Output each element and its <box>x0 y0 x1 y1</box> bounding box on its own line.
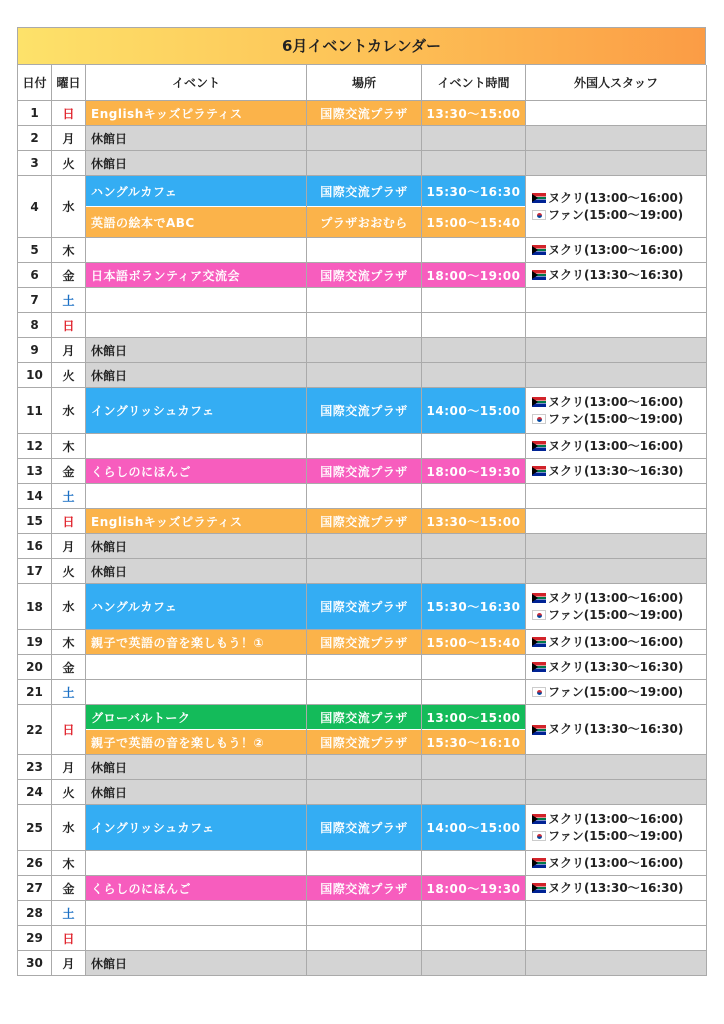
time-cell <box>422 101 526 126</box>
time-cell <box>422 655 526 680</box>
date-cell: 5 <box>18 238 52 263</box>
event-name: 日本語ボランティア交流会 <box>86 263 306 287</box>
event-cell <box>86 238 307 263</box>
date-cell: 14 <box>18 484 52 509</box>
staff-text: ヌクリ(13:00～16:00) <box>548 394 684 409</box>
staff-entry <box>532 634 683 651</box>
staff-entry <box>532 721 683 738</box>
staff-cell <box>526 151 707 176</box>
time-cell <box>422 705 526 755</box>
weekday-cell: 日 <box>52 313 86 338</box>
weekday-cell: 火 <box>52 559 86 584</box>
event-cell <box>86 876 307 901</box>
staff-cell <box>526 388 707 434</box>
event-name: くらしのにほんご <box>86 459 306 483</box>
event-time: 15:00～15:40 <box>422 630 525 654</box>
header-event: イベント <box>86 65 307 101</box>
event-cell <box>86 388 307 434</box>
staff-cell <box>526 363 707 388</box>
south-africa-flag-icon <box>532 270 546 280</box>
event-cell <box>86 101 307 126</box>
weekday-cell: 火 <box>52 363 86 388</box>
weekday-cell: 水 <box>52 176 86 238</box>
date-cell: 16 <box>18 534 52 559</box>
weekday-cell: 月 <box>52 755 86 780</box>
time-cell <box>422 951 526 976</box>
date-cell: 2 <box>18 126 52 151</box>
south-africa-flag-icon <box>532 593 546 603</box>
south-africa-flag-icon <box>532 441 546 451</box>
south-africa-flag-icon <box>532 814 546 824</box>
event-cell <box>86 559 307 584</box>
event-time: 13:30～15:00 <box>422 509 525 533</box>
time-cell <box>422 559 526 584</box>
date-cell: 18 <box>18 584 52 630</box>
time-cell <box>422 338 526 363</box>
event-place: 国際交流プラザ <box>307 176 421 206</box>
event-cell <box>86 313 307 338</box>
time-cell <box>422 509 526 534</box>
staff-text: ヌクリ(13:00～16:00) <box>548 438 684 453</box>
place-cell <box>307 534 422 559</box>
place-cell <box>307 363 422 388</box>
staff-text: ヌクリ(13:30～16:30) <box>548 463 684 478</box>
closed-label: 休館日 <box>91 156 128 171</box>
event-place: 国際交流プラザ <box>307 459 421 483</box>
event-name: グローバルトーク <box>86 705 306 729</box>
date-cell: 24 <box>18 780 52 805</box>
time-cell <box>422 288 526 313</box>
date-cell: 25 <box>18 805 52 851</box>
date-cell: 26 <box>18 851 52 876</box>
staff-text: ファン(15:00～19:00) <box>548 411 684 426</box>
place-cell <box>307 780 422 805</box>
place-cell <box>307 655 422 680</box>
event-cell <box>86 584 307 630</box>
date-cell: 28 <box>18 901 52 926</box>
staff-entry <box>532 411 683 428</box>
event-time: 18:00～19:30 <box>422 876 525 900</box>
place-cell <box>307 151 422 176</box>
staff-cell <box>526 805 707 851</box>
weekday-cell: 月 <box>52 126 86 151</box>
date-cell: 22 <box>18 705 52 755</box>
event-time: 15:30～16:30 <box>422 584 525 629</box>
header-date: 日付 <box>18 65 52 101</box>
place-cell <box>307 755 422 780</box>
staff-cell <box>526 313 707 338</box>
date-cell: 12 <box>18 434 52 459</box>
place-cell <box>307 559 422 584</box>
event-cell <box>86 926 307 951</box>
weekday-cell: 月 <box>52 534 86 559</box>
weekday-cell: 土 <box>52 901 86 926</box>
time-cell <box>422 534 526 559</box>
weekday-cell: 火 <box>52 151 86 176</box>
place-cell <box>307 951 422 976</box>
korea-flag-icon <box>532 687 546 697</box>
staff-cell <box>526 851 707 876</box>
event-name: ハングルカフェ <box>86 176 306 206</box>
weekday-cell: 月 <box>52 338 86 363</box>
event-time: 15:30～16:30 <box>422 176 525 206</box>
event-cell <box>86 951 307 976</box>
event-cell <box>86 176 307 238</box>
date-cell: 13 <box>18 459 52 484</box>
weekday-cell: 金 <box>52 263 86 288</box>
closed-label: 休館日 <box>91 564 128 579</box>
time-cell <box>422 851 526 876</box>
date-cell: 4 <box>18 176 52 238</box>
event-time: 18:00～19:30 <box>422 459 525 483</box>
place-cell <box>307 263 422 288</box>
date-cell: 10 <box>18 363 52 388</box>
calendar-grid <box>17 64 706 976</box>
event-cell <box>86 509 307 534</box>
staff-text: ヌクリ(13:00～16:00) <box>548 811 684 826</box>
date-cell: 30 <box>18 951 52 976</box>
event-cell <box>86 263 307 288</box>
event-place: 国際交流プラザ <box>307 876 421 900</box>
south-africa-flag-icon <box>532 193 546 203</box>
place-cell <box>307 851 422 876</box>
weekday-cell: 土 <box>52 484 86 509</box>
closed-label: 休館日 <box>91 956 128 971</box>
place-cell <box>307 926 422 951</box>
time-cell <box>422 926 526 951</box>
time-cell <box>422 151 526 176</box>
date-cell: 7 <box>18 288 52 313</box>
place-cell <box>307 805 422 851</box>
event-name: Englishキッズピラティス <box>86 101 306 125</box>
staff-cell <box>526 680 707 705</box>
south-africa-flag-icon <box>532 637 546 647</box>
korea-flag-icon <box>532 414 546 424</box>
staff-cell <box>526 630 707 655</box>
closed-label: 休館日 <box>91 343 128 358</box>
place-cell <box>307 388 422 434</box>
korea-flag-icon <box>532 831 546 841</box>
staff-cell <box>526 126 707 151</box>
staff-text: ヌクリ(13:30～16:30) <box>548 722 684 736</box>
weekday-cell: 水 <box>52 805 86 851</box>
staff-text: ヌクリ(13:00～16:00) <box>548 190 684 205</box>
staff-cell <box>526 655 707 680</box>
staff-text: ヌクリ(13:30～16:30) <box>548 659 684 674</box>
staff-entry <box>532 207 683 224</box>
staff-text: ヌクリ(13:00～16:00) <box>548 242 684 257</box>
place-cell <box>307 680 422 705</box>
closed-label: 休館日 <box>91 539 128 554</box>
south-africa-flag-icon <box>532 725 546 735</box>
time-cell <box>422 876 526 901</box>
weekday-cell: 金 <box>52 876 86 901</box>
staff-entry <box>532 590 683 607</box>
event-name: Englishキッズピラティス <box>86 509 306 533</box>
time-cell <box>422 459 526 484</box>
time-cell <box>422 313 526 338</box>
staff-text: ヌクリ(13:00～16:00) <box>548 590 684 605</box>
event-cell <box>86 705 307 755</box>
event-place: 国際交流プラザ <box>307 388 421 433</box>
event-time: 18:00～19:00 <box>422 263 525 287</box>
staff-cell <box>526 926 707 951</box>
event-cell <box>86 534 307 559</box>
place-cell <box>307 509 422 534</box>
closed-label: 休館日 <box>91 368 128 383</box>
date-cell: 20 <box>18 655 52 680</box>
staff-entry <box>532 855 683 872</box>
time-cell <box>422 680 526 705</box>
staff-entry <box>532 607 683 624</box>
staff-text: ヌクリ(13:30～16:30) <box>548 267 684 282</box>
korea-flag-icon <box>532 610 546 620</box>
event-place: 国際交流プラザ <box>307 584 421 629</box>
time-cell <box>422 434 526 459</box>
south-africa-flag-icon <box>532 858 546 868</box>
event-calendar <box>17 27 706 976</box>
event-cell <box>86 680 307 705</box>
staff-entry <box>532 463 683 480</box>
place-cell <box>307 238 422 263</box>
event-cell <box>86 363 307 388</box>
south-africa-flag-icon <box>532 397 546 407</box>
event-name: くらしのにほんご <box>86 876 306 900</box>
place-cell <box>307 101 422 126</box>
south-africa-flag-icon <box>532 662 546 672</box>
south-africa-flag-icon <box>532 883 546 893</box>
weekday-cell: 木 <box>52 434 86 459</box>
header-time: イベント時間 <box>422 65 526 101</box>
time-cell <box>422 363 526 388</box>
event-place: 国際交流プラザ <box>307 805 421 850</box>
place-cell <box>307 434 422 459</box>
place-cell <box>307 338 422 363</box>
staff-cell <box>526 101 707 126</box>
staff-entry <box>532 684 683 701</box>
event-cell <box>86 901 307 926</box>
event-place: 国際交流プラザ <box>307 705 421 729</box>
staff-entry <box>532 880 683 897</box>
weekday-cell: 日 <box>52 926 86 951</box>
date-cell: 6 <box>18 263 52 288</box>
staff-entry <box>532 190 683 207</box>
staff-cell <box>526 459 707 484</box>
event-time: 15:00～15:40 <box>422 206 525 237</box>
time-cell <box>422 388 526 434</box>
event-time: 13:00～15:00 <box>422 705 525 729</box>
time-cell <box>422 263 526 288</box>
weekday-cell: 水 <box>52 584 86 630</box>
staff-cell <box>526 176 707 238</box>
weekday-cell: 金 <box>52 459 86 484</box>
staff-text: ファン(15:00～19:00) <box>548 207 684 222</box>
event-place: プラザおおむら <box>307 206 421 237</box>
staff-cell <box>526 238 707 263</box>
weekday-cell: 土 <box>52 680 86 705</box>
event-place: 国際交流プラザ <box>307 630 421 654</box>
event-cell <box>86 484 307 509</box>
event-cell <box>86 126 307 151</box>
date-cell: 17 <box>18 559 52 584</box>
time-cell <box>422 780 526 805</box>
weekday-cell: 金 <box>52 655 86 680</box>
staff-cell <box>526 901 707 926</box>
event-cell <box>86 151 307 176</box>
staff-cell <box>526 705 707 755</box>
staff-cell <box>526 780 707 805</box>
date-cell: 3 <box>18 151 52 176</box>
event-time: 13:30～15:00 <box>422 101 525 125</box>
weekday-cell: 日 <box>52 509 86 534</box>
date-cell: 27 <box>18 876 52 901</box>
weekday-cell: 土 <box>52 288 86 313</box>
header-staff: 外国人スタッフ <box>526 65 707 101</box>
staff-text: ヌクリ(13:00～16:00) <box>548 855 684 870</box>
place-cell <box>307 630 422 655</box>
staff-entry <box>532 438 683 455</box>
date-cell: 15 <box>18 509 52 534</box>
event-cell <box>86 755 307 780</box>
event-name: イングリッシュカフェ <box>86 388 306 433</box>
weekday-cell: 木 <box>52 238 86 263</box>
place-cell <box>307 901 422 926</box>
calendar-title: 6月イベントカレンダー <box>17 27 706 64</box>
south-africa-flag-icon <box>532 245 546 255</box>
date-cell: 23 <box>18 755 52 780</box>
staff-cell <box>526 584 707 630</box>
staff-text: ファン(15:00～19:00) <box>548 607 684 622</box>
header-weekday: 曜日 <box>52 65 86 101</box>
closed-label: 休館日 <box>91 785 128 800</box>
staff-entry <box>532 659 683 676</box>
place-cell <box>307 126 422 151</box>
event-name: ハングルカフェ <box>86 584 306 629</box>
place-cell <box>307 484 422 509</box>
staff-entry <box>532 394 683 411</box>
staff-text: ファン(15:00～19:00) <box>548 828 684 843</box>
event-cell <box>86 434 307 459</box>
staff-entry <box>532 811 683 828</box>
event-cell <box>86 338 307 363</box>
date-cell: 19 <box>18 630 52 655</box>
event-name: 親子で英語の音を楽しもう！① <box>86 630 306 654</box>
time-cell <box>422 126 526 151</box>
time-cell <box>422 584 526 630</box>
closed-label: 休館日 <box>91 760 128 775</box>
event-place: 国際交流プラザ <box>307 509 421 533</box>
time-cell <box>422 176 526 238</box>
staff-cell <box>526 876 707 901</box>
time-cell <box>422 901 526 926</box>
weekday-cell: 火 <box>52 780 86 805</box>
event-time: 14:00～15:00 <box>422 388 525 433</box>
place-cell <box>307 459 422 484</box>
place-cell <box>307 584 422 630</box>
event-place: 国際交流プラザ <box>307 729 421 754</box>
event-name: 親子で英語の音を楽しもう！② <box>86 729 306 754</box>
weekday-cell: 日 <box>52 101 86 126</box>
weekday-cell: 水 <box>52 388 86 434</box>
date-cell: 8 <box>18 313 52 338</box>
event-time: 14:00～15:00 <box>422 805 525 850</box>
time-cell <box>422 805 526 851</box>
staff-text: ヌクリ(13:30～16:30) <box>548 880 684 895</box>
staff-entry <box>532 242 683 259</box>
south-africa-flag-icon <box>532 466 546 476</box>
staff-entry <box>532 267 683 284</box>
staff-text: ファン(15:00～19:00) <box>548 684 684 699</box>
staff-cell <box>526 288 707 313</box>
date-cell: 1 <box>18 101 52 126</box>
place-cell <box>307 288 422 313</box>
staff-cell <box>526 534 707 559</box>
date-cell: 11 <box>18 388 52 434</box>
date-cell: 21 <box>18 680 52 705</box>
staff-cell <box>526 484 707 509</box>
staff-cell <box>526 755 707 780</box>
event-cell <box>86 780 307 805</box>
staff-cell <box>526 263 707 288</box>
event-name: 英語の絵本でABC <box>86 206 306 237</box>
event-cell <box>86 851 307 876</box>
weekday-cell: 月 <box>52 951 86 976</box>
staff-cell <box>526 559 707 584</box>
place-cell <box>307 176 422 238</box>
time-cell <box>422 755 526 780</box>
staff-cell <box>526 509 707 534</box>
date-cell: 29 <box>18 926 52 951</box>
event-time: 15:30～16:10 <box>422 729 525 754</box>
time-cell <box>422 630 526 655</box>
closed-label: 休館日 <box>91 131 128 146</box>
event-place: 国際交流プラザ <box>307 101 421 125</box>
header-place: 場所 <box>307 65 422 101</box>
place-cell <box>307 876 422 901</box>
event-cell <box>86 655 307 680</box>
event-cell <box>86 288 307 313</box>
korea-flag-icon <box>532 210 546 220</box>
event-name: イングリッシュカフェ <box>86 805 306 850</box>
time-cell <box>422 484 526 509</box>
time-cell <box>422 238 526 263</box>
staff-cell <box>526 338 707 363</box>
staff-cell <box>526 951 707 976</box>
staff-cell <box>526 434 707 459</box>
weekday-cell: 木 <box>52 630 86 655</box>
event-cell <box>86 459 307 484</box>
event-cell <box>86 630 307 655</box>
event-place: 国際交流プラザ <box>307 263 421 287</box>
weekday-cell: 木 <box>52 851 86 876</box>
place-cell <box>307 705 422 755</box>
weekday-cell: 日 <box>52 705 86 755</box>
staff-text: ヌクリ(13:00～16:00) <box>548 634 684 649</box>
event-cell <box>86 805 307 851</box>
date-cell: 9 <box>18 338 52 363</box>
place-cell <box>307 313 422 338</box>
staff-entry <box>532 828 683 845</box>
